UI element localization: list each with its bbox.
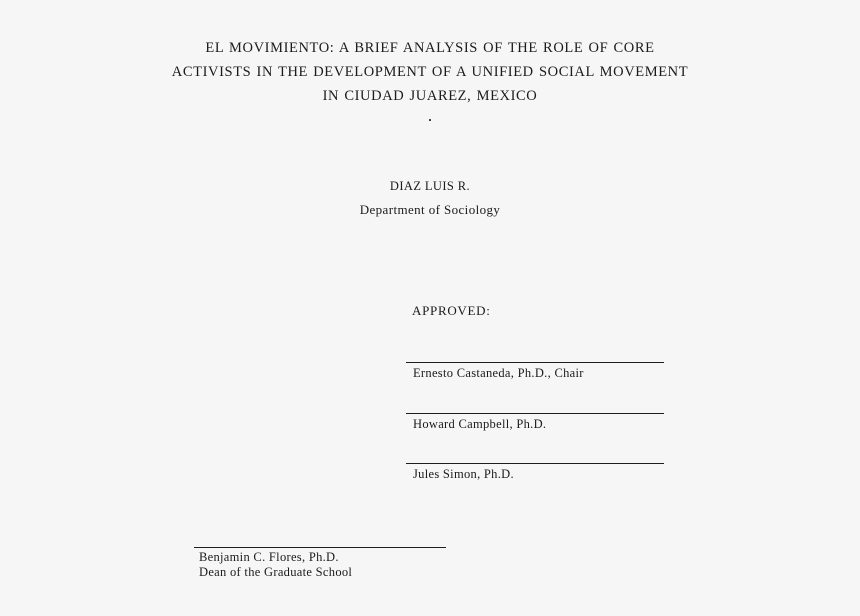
signature-block-member-1 [406, 413, 664, 432]
thesis-title [0, 36, 860, 108]
signatory-name-chair: Ernesto Castaneda, Ph.D., Chair [413, 366, 584, 380]
dean-title: Dean of the Graduate School [199, 564, 353, 579]
thesis-title-line-1: EL MOVIMIENTO: A BRIEF ANALYSIS OF THE ROLE OF CORE [205, 40, 655, 56]
title-period: . [428, 109, 432, 124]
signature-block-chair [406, 362, 664, 381]
thesis-title-line-3: IN CIUDAD JUAREZ, MEXICO [322, 88, 538, 104]
author-name: DIAZ LUIS R. [389, 179, 471, 193]
signature-block-member-2 [406, 463, 664, 482]
signatory-name-member-1: Howard Campbell, Ph.D. [413, 417, 547, 431]
dean-signature-block [194, 547, 446, 579]
dean-name: Benjamin C. Flores, Ph.D. [199, 550, 339, 564]
department-name: Department of Sociology [359, 202, 501, 217]
thesis-title-line-2: ACTIVISTS IN THE DEVELOPMENT OF A UNIFIED SOCIAL MOVEMENT [171, 64, 689, 80]
approved-label: APPROVED: [412, 303, 491, 318]
author-block [0, 179, 860, 217]
signatory-name-member-2: Jules Simon, Ph.D. [413, 467, 514, 481]
